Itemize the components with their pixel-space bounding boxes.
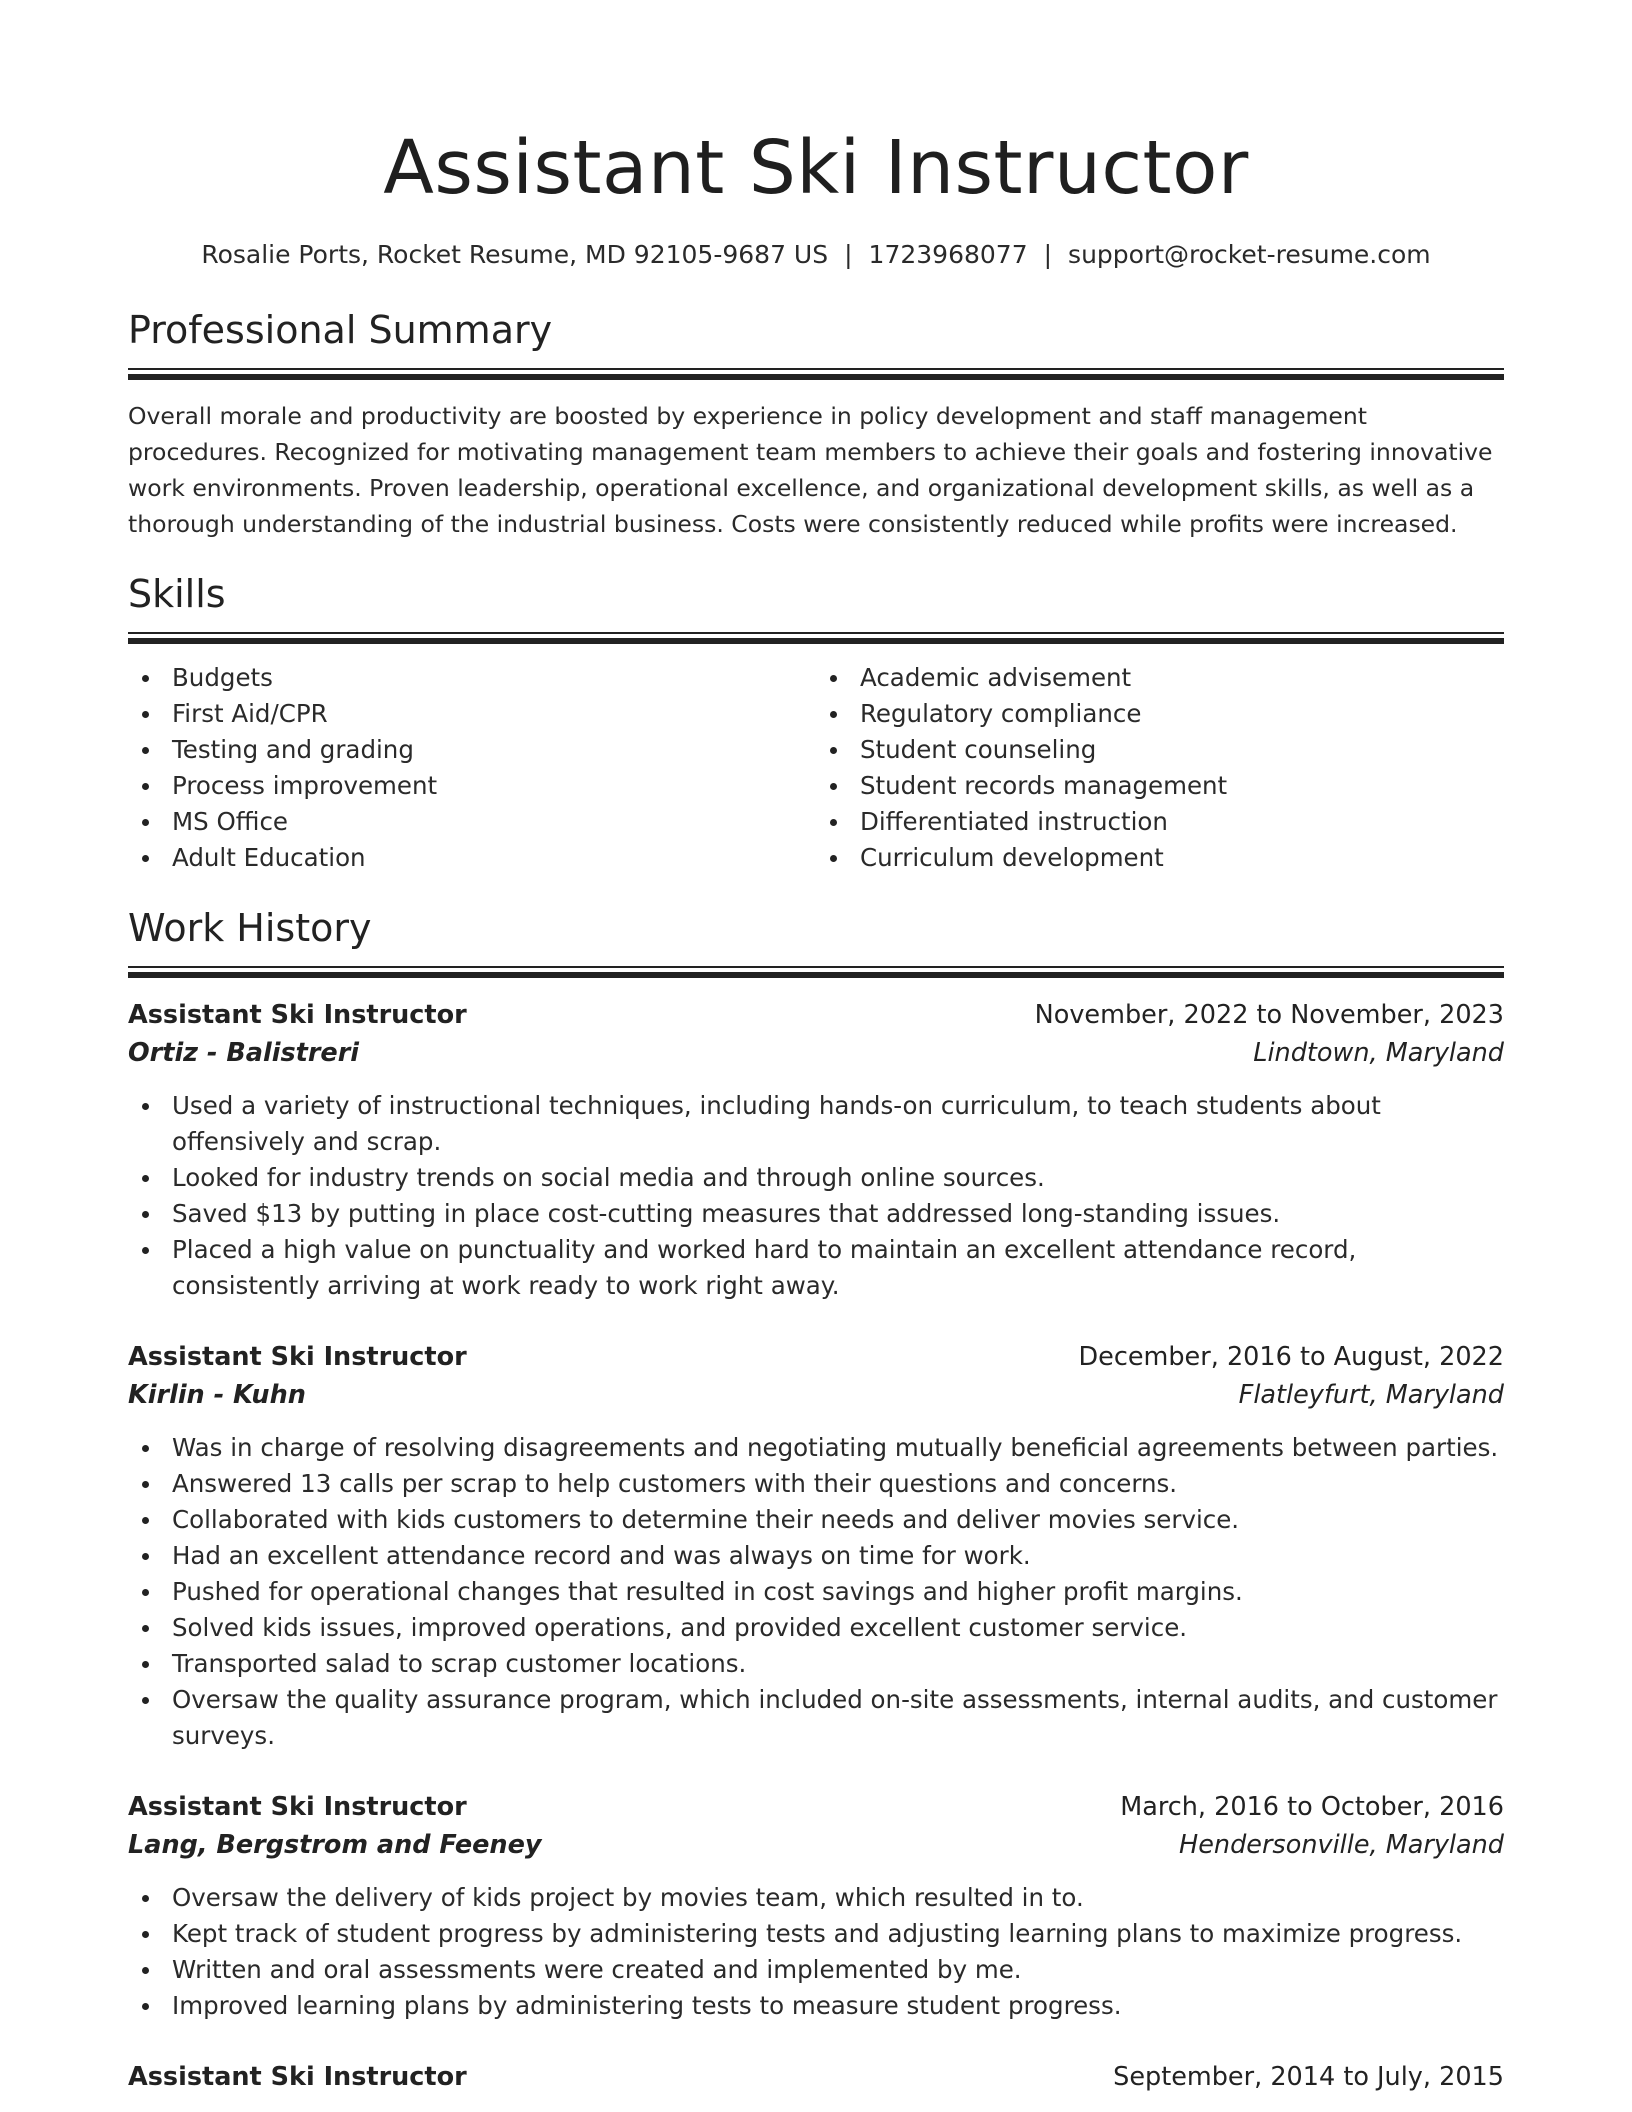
job-bullet: Collaborated with kids customers to determine their needs and deliver movies service. (172, 1502, 1504, 1538)
job-bullet: Placed a high value on punctuality and worked hard to maintain an excellent attendance record, consistently arriving at work ready to work right away. (172, 1232, 1504, 1304)
job-bullet: Had an excellent attendance record and was always on time for work. (172, 1538, 1504, 1574)
resume-content (128, 0, 1504, 2096)
job-entry (128, 996, 1504, 1304)
job-bullet: Improved learning plans by administering tests to measure student progress. (172, 1988, 1504, 2024)
section-divider (128, 632, 1504, 644)
job-location: Flatleyfurt, Maryland (1238, 1380, 1504, 1410)
section-heading-skills: Skills (128, 572, 226, 616)
work-history-section (128, 904, 1504, 2096)
summary-section (128, 306, 1504, 542)
skill-item: Process improvement (172, 768, 816, 804)
job-bullet: Used a variety of instructional techniques, including hands-on curriculum, to teach students about offensively and scrap. (172, 1088, 1504, 1160)
job-bullet: Solved kids issues, improved operations, and provided excellent customer service. (172, 1610, 1504, 1646)
job-entry (128, 1788, 1504, 2024)
skill-item: Academic advisement (860, 660, 1504, 696)
resume-title: Assistant Ski Instructor (383, 125, 1249, 211)
job-title: Assistant Ski Instructor (128, 1000, 467, 1030)
skill-item: Adult Education (172, 840, 816, 876)
job-bullets (128, 1880, 1504, 2024)
section-heading-summary: Professional Summary (128, 308, 553, 352)
skill-item: Student counseling (860, 732, 1504, 768)
job-header (128, 1788, 1504, 1826)
job-entry (128, 1338, 1504, 1754)
job-title: Assistant Ski Instructor (128, 1792, 467, 1822)
section-divider (128, 368, 1504, 380)
job-bullets (128, 1088, 1504, 1304)
job-header (128, 996, 1504, 1034)
job-dates: September, 2014 to July, 2015 (1113, 2062, 1504, 2092)
job-header (128, 2058, 1504, 2096)
job-title: Assistant Ski Instructor (128, 1342, 467, 1372)
job-bullet: Was in charge of resolving disagreements and negotiating mutually beneficial agreements between parties. (172, 1430, 1504, 1466)
skill-item: Regulatory compliance (860, 696, 1504, 732)
job-location: Hendersonville, Maryland (1179, 1830, 1504, 1860)
job-header (128, 1338, 1504, 1376)
contact-address: Rosalie Ports, Rocket Resume, MD 92105-9687 US (201, 240, 829, 269)
section-divider (128, 966, 1504, 978)
job-subheader (128, 1826, 1504, 1864)
skill-item: Student records management (860, 768, 1504, 804)
skills-grid (128, 660, 1504, 876)
job-bullet: Oversaw the quality assurance program, which included on-site assessments, internal audits, and customer surveys. (172, 1682, 1504, 1754)
contact-separator: | (1043, 240, 1053, 269)
job-dates: November, 2022 to November, 2023 (1034, 1000, 1504, 1030)
job-bullet: Kept track of student progress by administering tests and adjusting learning plans to maximize progress. (172, 1916, 1504, 1952)
job-bullet: Looked for industry trends on social media and through online sources. (172, 1160, 1504, 1196)
job-company: Kirlin - Kuhn (128, 1380, 306, 1410)
job-subheader (128, 1376, 1504, 1414)
job-location: Lindtown, Maryland (1253, 1038, 1504, 1068)
job-bullet: Pushed for operational changes that resulted in cost savings and higher profit margins. (172, 1574, 1504, 1610)
section-heading-work-history: Work History (128, 906, 372, 950)
skills-list-right (816, 660, 1504, 876)
job-company: Lang, Bergstrom and Feeney (128, 1830, 542, 1860)
skill-item: MS Office (172, 804, 816, 840)
job-bullet: Oversaw the delivery of kids project by movies team, which resulted in to. (172, 1880, 1504, 1916)
job-dates: December, 2016 to August, 2022 (1078, 1342, 1504, 1372)
job-bullet: Transported salad to scrap customer locations. (172, 1646, 1504, 1682)
skill-item: Testing and grading (172, 732, 816, 768)
skills-section (128, 570, 1504, 876)
job-title: Assistant Ski Instructor (128, 2062, 467, 2092)
job-company: Ortiz - Balistreri (128, 1038, 360, 1068)
skill-item: Budgets (172, 660, 816, 696)
job-bullets (128, 1430, 1504, 1754)
job-bullet: Saved $13 by putting in place cost-cutting measures that addressed long-standing issues. (172, 1196, 1504, 1232)
job-bullet: Written and oral assessments were created and implemented by me. (172, 1952, 1504, 1988)
job-bullet: Answered 13 calls per scrap to help customers with their questions and concerns. (172, 1466, 1504, 1502)
summary-text: Overall morale and productivity are boosted by experience in policy development and staff management procedures. Recognized for motivating management team members to achieve their goals and fostering innovative work environments. Proven leadership, operational excellence, and organizational development skills, as well as a thorough understanding of the industrial business. Costs were consistently reduced while profits were increased. (128, 402, 1493, 538)
contact-separator: | (844, 240, 853, 269)
skills-list-left (128, 660, 816, 876)
skill-item: Curriculum development (860, 840, 1504, 876)
skill-item: Differentiated instruction (860, 804, 1504, 840)
job-dates: March, 2016 to October, 2016 (1120, 1792, 1504, 1822)
job-subheader (128, 1034, 1504, 1072)
skill-item: First Aid/CPR (172, 696, 816, 732)
contact-email: support@rocket-resume.com (1068, 240, 1431, 269)
job-entry (128, 2058, 1504, 2096)
contact-line (128, 238, 1504, 272)
contact-phone: 1723968077 (868, 240, 1028, 269)
